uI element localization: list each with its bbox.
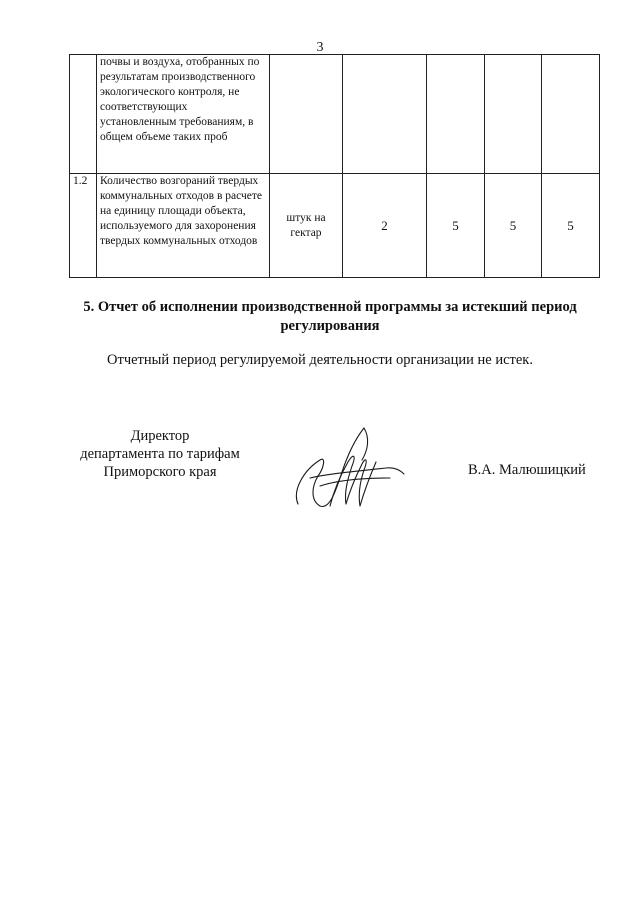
signer-position-line: Директор <box>130 428 190 444</box>
unit-cell: штук на гектар <box>270 174 343 278</box>
unit-cell <box>270 55 343 174</box>
indicators-table <box>69 54 600 278</box>
signer-position-line: департамента по тарифам <box>80 446 240 462</box>
handwritten-signature-icon <box>290 420 410 516</box>
value-cell: 5 <box>542 174 600 278</box>
report-text: Отчетный период регулируемой деятельности организации не истек. <box>107 352 533 368</box>
value-cell: 5 <box>485 174 542 278</box>
row-number-cell: 1.2 <box>70 174 97 278</box>
indicator-name-cell: Количество возгораний твердых коммунальных отходов в расчете на единицу площади объекта, используемого для захоронения твердых коммунальных отходов <box>97 174 270 278</box>
value-cell <box>427 55 485 174</box>
signer-position <box>60 427 260 481</box>
signer-name: В.А. Малюшицкий <box>468 462 586 478</box>
table-row <box>70 55 600 174</box>
signer-position-line: Приморского края <box>103 464 217 480</box>
row-number-cell <box>70 55 97 174</box>
indicator-name-cell: почвы и воздуха, отобранных по результатам производственного экологического контроля, не соответствующих установленным требованиям, в общем объеме таких проб <box>97 55 270 174</box>
value-cell <box>485 55 542 174</box>
value-cell: 5 <box>427 174 485 278</box>
value-cell <box>343 55 427 174</box>
table-row <box>70 174 600 278</box>
value-cell: 2 <box>343 174 427 278</box>
page-number: 3 <box>316 40 324 55</box>
section-title: 5. Отчет об исполнении производственной программы за истекший период регулирования <box>83 299 577 334</box>
value-cell <box>542 55 600 174</box>
